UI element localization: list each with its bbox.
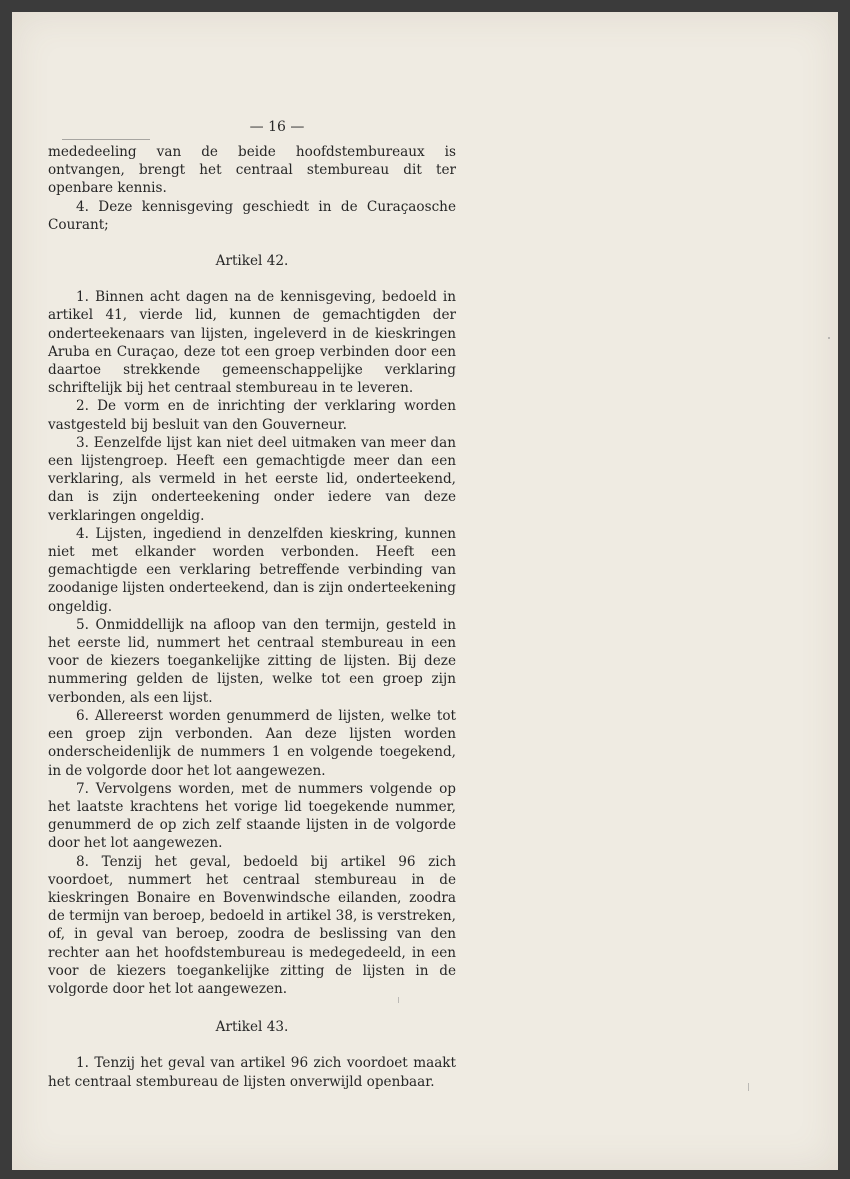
scan-speck: [398, 997, 399, 1003]
header-rule: [62, 139, 150, 140]
art42-paragraph-8: 8. Tenzij het geval, bedoeld bij artikel 96 zich voordoet, nummert het centraal stembureau in de kieskringen Bonaire en Bovenwindsche eilanden, zoodra de termijn van beroep, bedoeld in artikel 38, is verstreken, of, in geval van beroep, zoodra de beslissing van den rechter aan het hoofdstembureau is medegedeeld, in een voor de kiezers toegankelijke zitting de lijsten in de volgorde door het lot aangewezen.: [48, 853, 456, 997]
art42-paragraph-1: 1. Binnen acht dagen na de kennisgeving, bedoeld in artikel 41, vierde lid, kunnen de gemachtigden der onderteekenaars van lijsten, ingeleverd in de kieskringen Aruba en Curaçao, deze tot een groep verbinden door een daartoe strekkende gemeenschappelijke verklaring schriftelijk bij het centraal stembureau in te leveren.: [48, 289, 456, 397]
art43-paragraph-1: 1. Tenzij het geval van artikel 96 zich voordoet maakt het centraal stembureau de lijsten onverwijld openbaar.: [48, 1055, 456, 1090]
art42-paragraph-4: 4. Lijsten, ingediend in denzelfden kieskring, kunnen niet met elkander worden verbonden. Heeft een gemachtigde een verklaring betreffende verbinding van zoodanige lijsten onderteekend, dan is zijn onderteekening ongeldig.: [48, 525, 456, 615]
art42-paragraph-2: 2. De vorm en de inrichting der verklaring worden vastgesteld bij besluit van den Gouverneur.: [48, 398, 456, 433]
body-text: [48, 143, 456, 1091]
page-number: — 16 —: [249, 119, 305, 135]
art42-paragraph-5: 5. Onmiddellijk na afloop van den termijn, gesteld in het eerste lid, nummert het centraal stembureau in een voor de kiezers toegankelijke zitting de lijsten. Bij deze nummering gelden de lijsten, welke tot een groep zijn verbonden, als een lijst.: [48, 616, 456, 706]
paragraph-continuation: mededeeling van de beide hoofdstembureaux is ontvangen, brengt het centraal stembureau dit ter openbare kennis.: [48, 144, 456, 197]
art42-paragraph-7: 7. Vervolgens worden, met de nummers volgende op het laatste krachtens het vorige lid toegekende nummer, genummerd de op zich zelf staande lijsten in de volgorde door het lot aangewezen.: [48, 780, 456, 852]
art42-paragraph-6: 6. Allereerst worden genummerd de lijsten, welke tot een groep zijn verbonden. Aan deze lijsten worden onderscheidenlijk de nummers 1 en volgende toegekend, in de volgorde door het lot aangewezen.: [48, 707, 456, 779]
scan-speck: [828, 337, 830, 339]
scan-speck: [748, 1083, 749, 1091]
art42-paragraph-3: 3. Eenzelfde lijst kan niet deel uitmaken van meer dan een lijstengroep. Heeft een gemachtigde meer dan een verklaring, als vermeld in het eerste lid, onderteekend, dan is zijn onderteekening onder iedere van deze verklaringen ongeldig.: [48, 434, 456, 524]
heading-artikel-43: Artikel 43.: [215, 1019, 289, 1036]
paragraph-4: 4. Deze kennisgeving geschiedt in de Curaçaosche Courant;: [48, 198, 456, 233]
heading-artikel-42: Artikel 42.: [215, 253, 289, 270]
